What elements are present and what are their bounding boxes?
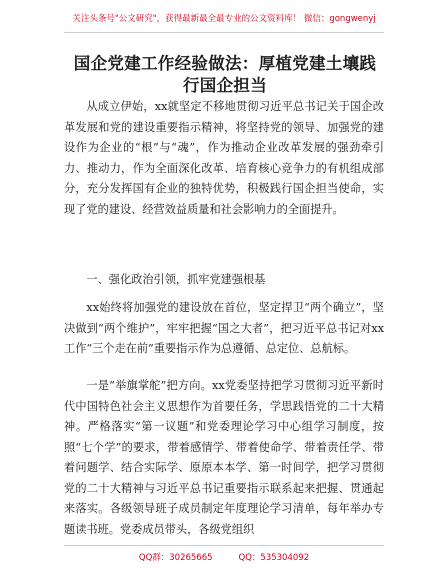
footer-contact — [0, 551, 448, 563]
header-banner: 关注头条号"公文研究"，获得最新最全最专业的公文资料库！ 微信：gongwenyj — [72, 14, 376, 24]
paragraph-text: 从成立伊始，xx就坚定不移地贯彻习近平总书记关于国企改革发展和党的建设重要指示精神，将坚持党的领导、加强党的建设作为企业的“根”与“魂”，作为推动企业改革发展的强劲牵引力、推动力，作为全面深化改革、培育核心竞争力的有机组成部分，充分发挥国有企业的独特优势，积极践行国企担当使命，实现了党的建设、经营效益质量和社会影响力的全面提升。 — [64, 100, 384, 216]
qq-text: QQ：535304092 — [238, 553, 310, 563]
section-heading — [64, 270, 384, 291]
paragraph-political-lead — [64, 298, 384, 360]
paragraph-direction — [64, 376, 384, 540]
paragraph-text: xx始终将加强党的建设放在首位，坚定捍卫“两个确立”，坚决做到“两个维护”，牢牢把握“国之大者”，把习近平总书记对xx工作“三个走在前”重要指示作为总遵循、总定位、总航标。 — [64, 301, 384, 355]
header-divider — [64, 32, 384, 33]
footer-divider — [64, 545, 384, 546]
paragraph-intro — [64, 97, 384, 220]
paragraph-text: 一是“举旗掌舵”把方向。xx党委坚持把学习贯彻习近平新时代中国特色社会主义思想作为首要任务，学思践悟党的二十大精神。严格落实“第一议题”和党委理论学习中心组学习制度，按照“七个学”的要求，带着感情学、带着使命学、带着责任学、带着问题学、结合实际学、原原本本学、第一时间学，把学习贯彻党的二十大精神与习近平总书记重要指示联系起来把握、贯通起来落实。各级领导班子成员制定年度理论学习清单，每年举办专题读书班。党委成员带头，各级党组织 — [64, 379, 384, 536]
document-title: 国企党建工作经验做法：厚植党建土壤践行国企担当 — [73, 54, 377, 95]
qq-group-text: QQ群：30265665 — [138, 553, 213, 563]
section-heading-text: 一、强化政治引领，抓牢党建强根基 — [86, 273, 266, 286]
